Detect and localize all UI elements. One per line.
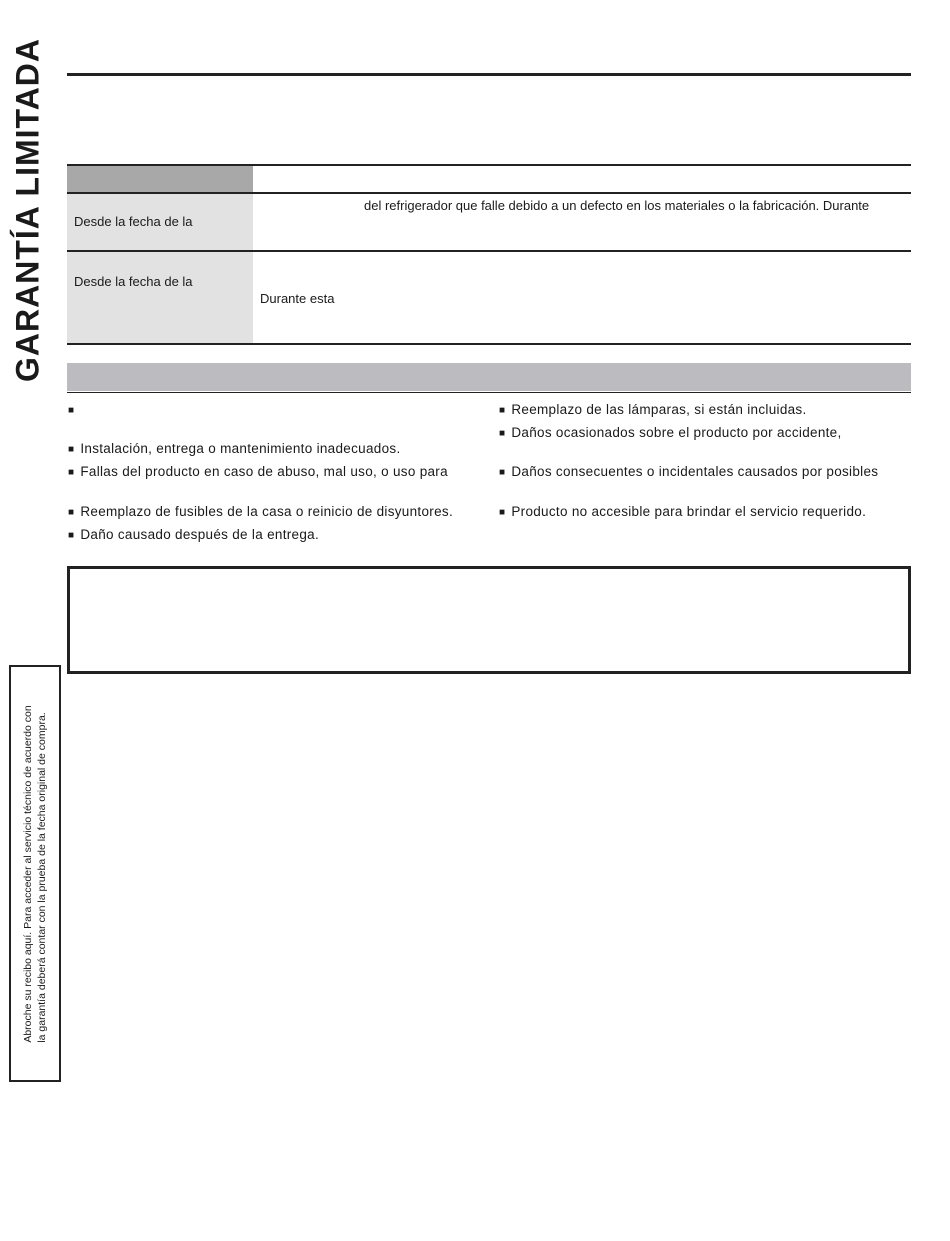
exclusion-item: ■ Reemplazo de fusibles de la casa o reinicio de disyuntores. bbox=[68, 504, 453, 519]
warranty-coverage-table bbox=[67, 164, 911, 345]
bullet-square-icon: ■ bbox=[68, 467, 75, 478]
bullet-square-icon: ■ bbox=[68, 405, 75, 416]
bullet-square-icon: ■ bbox=[499, 428, 506, 439]
exclusions-divider bbox=[67, 392, 911, 393]
exclusion-item: ■ Producto no accesible para brindar el servicio requerido. bbox=[499, 504, 867, 519]
warranty-period-label: Desde la fecha de la bbox=[74, 274, 193, 289]
warranty-coverage-text: del refrigerador que falle debido a un defecto en los materiales o la fabricación. Durante bbox=[364, 198, 870, 213]
warranty-table-row bbox=[67, 252, 911, 345]
bullet-square-icon: ■ bbox=[499, 467, 506, 478]
notice-box bbox=[67, 566, 911, 674]
exclusion-item: ■ Fallas del producto en caso de abuso, mal uso, o uso para bbox=[68, 464, 448, 479]
exclusion-item: ■ Daños consecuentes o incidentales causados por posibles bbox=[499, 464, 879, 479]
top-divider bbox=[67, 73, 911, 76]
exclusions-header-bar bbox=[67, 363, 911, 391]
exclusion-item: ■ Reemplazo de las lámparas, si están incluidas. bbox=[499, 402, 807, 417]
exclusion-item: ■ Daños ocasionados sobre el producto por accidente, bbox=[499, 425, 842, 440]
exclusion-item: ■ Instalación, entrega o mantenimiento inadecuados. bbox=[68, 441, 401, 456]
bullet-square-icon: ■ bbox=[499, 507, 506, 518]
bullet-square-icon: ■ bbox=[68, 444, 75, 455]
warranty-period-cell bbox=[67, 194, 253, 250]
page-side-title: GARANTÍA LIMITADA bbox=[9, 37, 46, 383]
receipt-line: la garantía deberá contar con la prueba de la fecha original de compra. bbox=[36, 711, 48, 1043]
warranty-period-label: Desde la fecha de la bbox=[74, 214, 193, 229]
receipt-line: Abroche su recibo aquí. Para acceder al servicio técnico de acuerdo con bbox=[22, 704, 34, 1043]
warranty-table-row bbox=[67, 194, 911, 252]
bullet-square-icon: ■ bbox=[68, 507, 75, 518]
warranty-period-cell bbox=[67, 252, 253, 343]
exclusion-item: ■ Daño causado después de la entrega. bbox=[68, 527, 320, 542]
exclusion-item bbox=[68, 402, 80, 417]
receipt-staple-box bbox=[9, 665, 61, 1082]
warranty-table-header bbox=[67, 164, 911, 194]
receipt-instructions bbox=[21, 705, 49, 1042]
bullet-square-icon: ■ bbox=[68, 530, 75, 541]
warranty-table-header-period-cell bbox=[67, 166, 253, 192]
bullet-square-icon: ■ bbox=[499, 405, 506, 416]
warranty-coverage-text: Durante esta bbox=[260, 291, 335, 306]
